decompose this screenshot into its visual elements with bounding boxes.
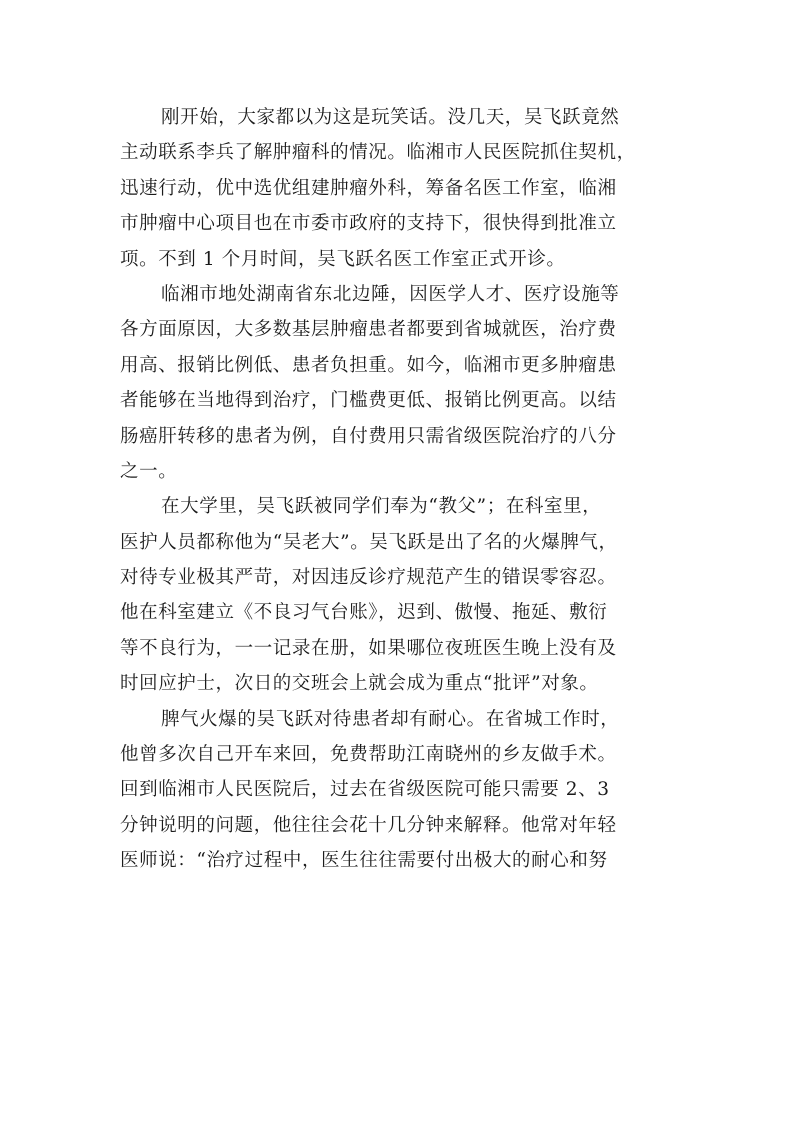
paragraph-line: 回到临湘市人民医院后，过去在省级医院可能只需要 2、3 xyxy=(120,779,610,801)
paragraph-line: 肠癌肝转移的患者为例，自付费用只需省级医院治疗的八分 xyxy=(120,425,617,447)
paragraph-3 xyxy=(120,489,680,701)
paragraph-line: 各方面原因，大多数基层肿瘤患者都要到省城就医，治疗费 xyxy=(120,319,617,341)
paragraph-line: 分钟说明的问题，他往往会花十几分钟来解释。他常对年轻 xyxy=(120,814,617,836)
paragraph-line: 用高、报销比例低、患者负担重。如今，临湘市更多肿瘤患 xyxy=(120,354,617,376)
paragraph-line: 项。不到 1 个月时间，吴飞跃名医工作室正式开诊。 xyxy=(120,248,566,270)
paragraph-line: 主动联系李兵了解肿瘤科的情况。临湘市人民医院抓住契机， xyxy=(120,142,636,164)
paragraph-line: 市肿瘤中心项目也在市委市政府的支持下，很快得到批准立 xyxy=(120,213,617,235)
paragraph-line: 他曾多次自己开车来回，免费帮助江南晓州的乡友做手术。 xyxy=(120,744,617,766)
paragraph-line: 之一。 xyxy=(120,460,178,482)
body-text xyxy=(120,100,680,879)
paragraph-line: 医师说：“治疗过程中，医生往往需要付出极大的耐心和努 xyxy=(120,850,608,872)
paragraph-line: 脾气火爆的吴飞跃对待患者却有耐心。在省城工作时， xyxy=(161,708,620,730)
paragraph-line: 医护人员都称他为“吴老大”。吴飞跃是出了名的火爆脾气， xyxy=(120,531,618,553)
paragraph-line: 刚开始，大家都以为这是玩笑话。没几天，吴飞跃竟然 xyxy=(161,107,620,128)
paragraph-line: 在大学里，吴飞跃被同学们奉为“教父”；在科室里， xyxy=(161,496,602,518)
paragraph-line: 时回应护士，次日的交班会上就会成为重点“批评”对象。 xyxy=(120,673,599,695)
paragraph-4 xyxy=(120,702,680,879)
paragraph-line: 者能够在当地得到治疗，门槛费更低、报销比例更高。以结 xyxy=(120,390,617,412)
paragraph-2 xyxy=(120,277,680,489)
paragraph-line: 对待专业极其严苛，对因违反诊疗规范产生的错误零容忍。 xyxy=(120,567,617,589)
paragraph-line: 迅速行动，优中选优组建肿瘤外科，筹备名医工作室，临湘 xyxy=(120,177,617,199)
paragraph-line: 他在科室建立《不良习气台账》，迟到、傲慢、拖延、敷衍 xyxy=(120,602,608,624)
paragraph-line: 临湘市地处湖南省东北边陲，因医学人才、医疗设施等 xyxy=(161,283,620,305)
paragraph-line: 等不良行为，一一记录在册，如果哪位夜班医生晚上没有及 xyxy=(120,637,617,659)
paragraph-1 xyxy=(120,100,680,277)
